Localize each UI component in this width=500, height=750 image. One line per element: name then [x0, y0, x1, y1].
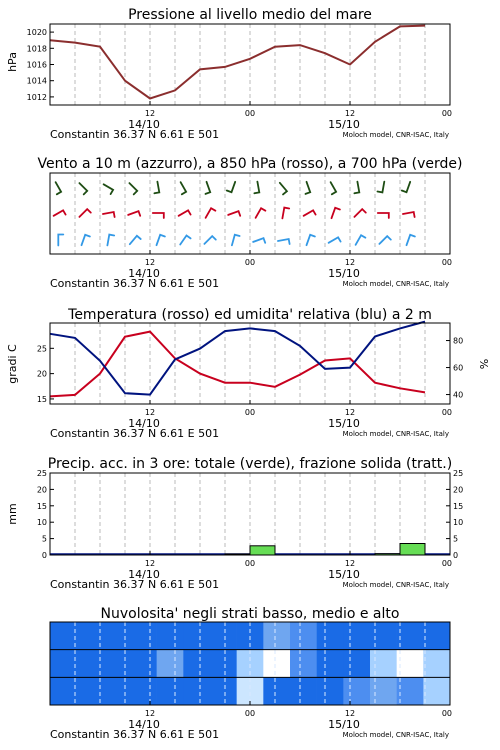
cloud-cell — [130, 677, 157, 705]
temp-rh-plot-frame — [50, 323, 450, 404]
x-tick-label: 00 — [244, 408, 256, 417]
y2-tick-label: 5 — [453, 534, 459, 544]
wind-barb — [307, 235, 315, 245]
cloud-cell — [423, 677, 450, 705]
cloud-cell — [343, 677, 370, 705]
y2-tick-label: 80 — [453, 336, 464, 346]
site-info: Constantin 36.37 N 6.61 E 501 — [50, 578, 220, 591]
temp-rh-title: Temperatura (rosso) ed umidita' relativa (blu) a 2 m — [68, 307, 432, 323]
x-tick-label: 00 — [244, 109, 256, 118]
y-tick-label: 1016 — [26, 60, 47, 70]
cloud-cell — [103, 650, 130, 678]
wind-barb — [204, 236, 215, 244]
cloud-cell — [183, 622, 210, 650]
model-credit: Moloch model, CNR-ISAC, Italy — [342, 581, 449, 589]
cloud-cell — [210, 622, 237, 650]
x-tick-label: 00 — [244, 559, 256, 568]
site-info: Constantin 36.37 N 6.61 E 501 — [50, 128, 220, 141]
cloud-cell — [103, 622, 130, 650]
x-tick-label: 12 — [144, 559, 156, 568]
site-info: Constantin 36.37 N 6.61 E 501 — [50, 728, 220, 741]
wind-barb — [403, 212, 415, 217]
model-credit: Moloch model, CNR-ISAC, Italy — [342, 131, 449, 139]
precip-bar — [400, 544, 425, 556]
wind-barb — [129, 183, 137, 194]
cloud-cell — [183, 677, 210, 705]
wind-barb — [278, 239, 290, 244]
pressure-plot-frame — [50, 24, 450, 105]
y-tick-label: 25 — [36, 469, 47, 478]
date-label: 15/10 — [328, 568, 360, 581]
wind-barb — [181, 182, 187, 194]
cloud-cell — [157, 622, 184, 650]
y-tick-label: 5 — [41, 534, 47, 544]
y-tick-label: 20 — [36, 369, 47, 379]
wind-barb — [354, 182, 359, 194]
x-tick-label: 12 — [144, 258, 156, 267]
pressure-series-line — [50, 26, 425, 99]
wind-barb — [58, 235, 63, 246]
cloud-cell — [157, 650, 184, 678]
y-tick-label: 25 — [36, 344, 47, 354]
x-tick-label: 00 — [441, 109, 452, 118]
wind-barb — [329, 237, 341, 243]
cloud-cell — [370, 650, 397, 678]
wind-barb — [378, 182, 385, 193]
wind-barb — [304, 210, 316, 216]
wind-barb — [332, 208, 340, 218]
date-label: 15/10 — [328, 718, 360, 731]
x-tick-label: 00 — [244, 709, 256, 718]
wind-barb — [128, 211, 140, 216]
y2-tick-label: 15 — [453, 501, 464, 511]
precip-plot-frame — [50, 473, 450, 555]
cloud-cell — [370, 622, 397, 650]
date-label: 14/10 — [128, 718, 160, 731]
cloud-cell — [423, 650, 450, 678]
wind-barb — [354, 209, 365, 217]
cloud-cell — [423, 622, 450, 650]
cloud-cell — [157, 677, 184, 705]
x-tick-label: 12 — [344, 559, 356, 568]
cloud-cell — [50, 650, 77, 678]
wind-barb — [254, 182, 259, 194]
cloud-cell — [130, 622, 157, 650]
pressure-ylabel: hPa — [6, 52, 19, 72]
x-tick-label: 12 — [344, 109, 356, 118]
precip-bar — [250, 546, 275, 555]
wind-barb — [103, 212, 115, 217]
cloud-cell — [263, 677, 290, 705]
temperature-series-line — [50, 332, 425, 397]
cloud-cell — [130, 650, 157, 678]
wind-barb — [154, 182, 159, 194]
pressure-panel — [6, 7, 452, 141]
precip-title: Precip. acc. in 3 ore: totale (verde), frazione solida (tratt.) — [47, 456, 453, 472]
x-tick-label: 12 — [144, 408, 156, 417]
y2-tick-label: 20 — [453, 485, 464, 495]
date-label: 14/10 — [128, 118, 160, 131]
model-credit: Moloch model, CNR-ISAC, Italy — [342, 430, 449, 438]
wind-barb — [232, 235, 240, 246]
wind-barb — [107, 235, 114, 246]
cloud-cell — [370, 677, 397, 705]
y-tick-label: 1018 — [26, 44, 47, 54]
cloud-cell — [50, 622, 77, 650]
rh-ylabel: % — [478, 358, 491, 370]
wind-barb — [402, 182, 410, 192]
x-tick-label: 12 — [344, 258, 356, 267]
pressure-title: Pressione al livello medio del mare — [128, 7, 372, 23]
wind-barb — [79, 183, 87, 194]
y-tick-label: 15 — [36, 501, 47, 511]
wind-barb — [331, 182, 337, 194]
cloud-cell — [397, 677, 424, 705]
cloud-cell — [343, 622, 370, 650]
cloud-cell — [290, 622, 317, 650]
site-info: Constantin 36.37 N 6.61 E 501 — [50, 277, 220, 290]
cloud-cell — [343, 650, 370, 678]
model-credit: Moloch model, CNR-ISAC, Italy — [342, 280, 449, 288]
site-info: Constantin 36.37 N 6.61 E 501 — [50, 427, 220, 440]
y-tick-label: 1012 — [26, 92, 47, 102]
x-tick-label: 12 — [144, 709, 156, 718]
y2-tick-label: 40 — [453, 390, 464, 400]
y-tick-label: 15 — [36, 394, 47, 404]
wind-barb — [256, 208, 266, 218]
precip-ylabel: mm — [6, 503, 19, 525]
cloud-cell — [397, 650, 424, 678]
date-label: 14/10 — [128, 417, 160, 430]
cloud-title: Nuvolosita' negli strati basso, medio e alto — [100, 606, 400, 622]
wind-barb — [253, 238, 265, 243]
x-tick-label: 00 — [441, 709, 452, 718]
x-tick-label: 12 — [344, 408, 356, 417]
wind-barb — [179, 210, 191, 216]
date-label: 15/10 — [328, 267, 360, 280]
wind-barb — [282, 208, 289, 219]
cloud-cell — [263, 650, 290, 678]
temp-ylabel: gradi C — [6, 344, 19, 384]
cloud-cell — [210, 677, 237, 705]
date-label: 14/10 — [128, 267, 160, 280]
x-tick-label: 00 — [441, 258, 452, 267]
wind-barb — [378, 213, 389, 218]
wind-barb — [82, 235, 90, 245]
precip-panel — [6, 456, 463, 591]
date-label: 14/10 — [128, 568, 160, 581]
cloud-cell — [103, 677, 130, 705]
y2-tick-label: 10 — [453, 518, 464, 528]
wind-barb — [79, 209, 90, 217]
cloud-cell — [290, 650, 317, 678]
y-tick-label: 0 — [41, 551, 47, 560]
wind-barb — [56, 182, 62, 194]
wind-barb — [157, 235, 165, 245]
temp-rh-panel — [6, 307, 491, 440]
date-label: 15/10 — [328, 417, 360, 430]
wind-barb — [407, 235, 415, 245]
cloud-cell — [317, 622, 344, 650]
y2-tick-label: 60 — [453, 363, 464, 373]
model-credit: Moloch model, CNR-ISAC, Italy — [342, 731, 449, 739]
wind-barb — [180, 236, 190, 245]
x-tick-label: 00 — [441, 408, 452, 417]
cloud-cell — [210, 650, 237, 678]
cloud-cell — [50, 677, 77, 705]
wind-barb — [306, 182, 311, 194]
cloud-cell — [317, 650, 344, 678]
wind-panel — [37, 156, 462, 290]
wind-barb — [379, 236, 390, 244]
y2-tick-label: 25 — [453, 469, 464, 478]
date-label: 15/10 — [328, 118, 360, 131]
wind-barb — [206, 208, 216, 218]
y2-tick-label: 0 — [453, 551, 459, 560]
y-tick-label: 1020 — [26, 28, 47, 38]
wind-barb — [356, 235, 366, 245]
cloud-cell — [263, 622, 290, 650]
cloud-cell — [397, 622, 424, 650]
x-tick-label: 00 — [244, 258, 256, 267]
x-tick-label: 12 — [344, 709, 356, 718]
wind-barb — [153, 213, 164, 218]
y-tick-label: 1014 — [26, 76, 47, 86]
wind-barb — [280, 183, 287, 195]
wind-title: Vento a 10 m (azzurro), a 850 hPa (rosso), a 700 hPa (verde) — [37, 156, 463, 172]
y-tick-label: 20 — [36, 485, 47, 495]
x-tick-label: 12 — [144, 109, 156, 118]
y-tick-label: 10 — [36, 518, 47, 528]
wind-barb — [104, 184, 114, 194]
wind-barb — [54, 210, 66, 216]
wind-barb — [228, 211, 240, 216]
wind-barb — [206, 182, 211, 194]
cloud-cell — [183, 650, 210, 678]
cloud-panel — [50, 606, 452, 741]
wind-barb — [130, 236, 141, 244]
cloud-cell — [290, 677, 317, 705]
wind-barb — [227, 182, 235, 192]
cloud-cell — [317, 677, 344, 705]
x-tick-label: 00 — [441, 559, 452, 568]
